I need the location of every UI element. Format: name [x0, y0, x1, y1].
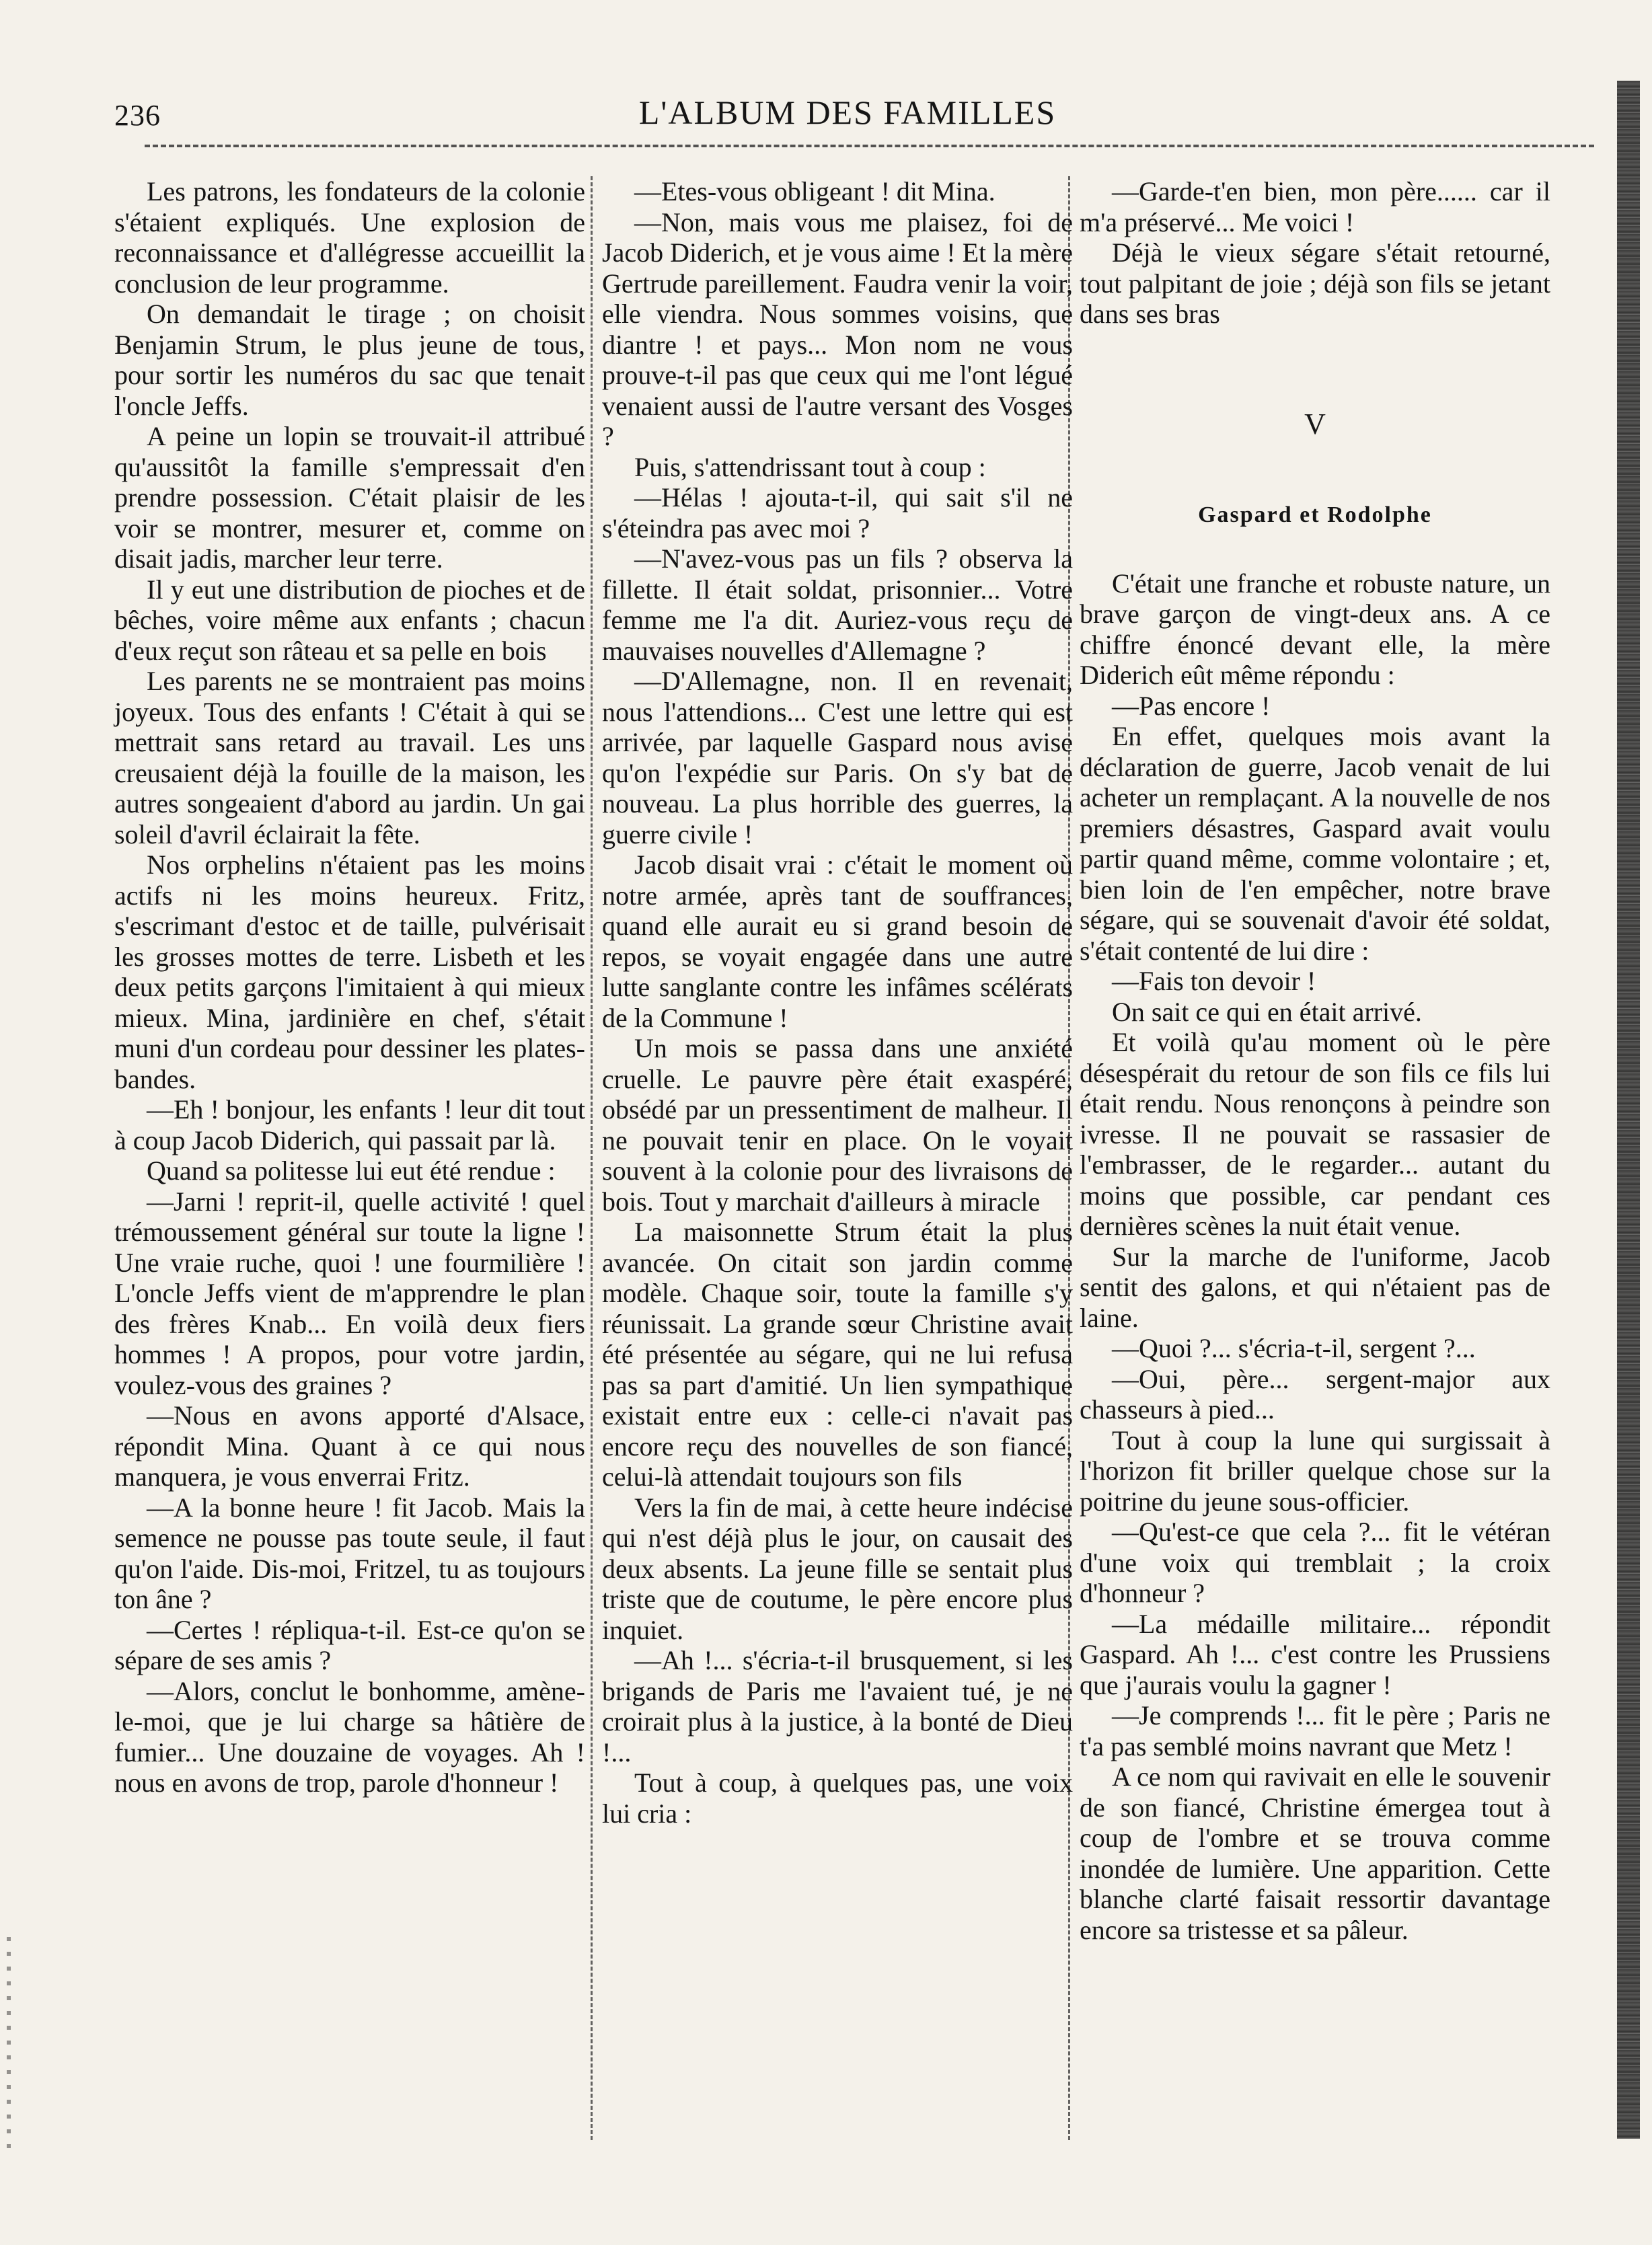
- paragraph: —Hélas ! ajouta-t-il, qui sait s'il ne s'éteindra pas avec moi ?: [602, 482, 1073, 543]
- paragraph: —Jarni ! reprit-il, quelle activité ! quel trémoussement général sur toute la ligne ! Une vraie ruche, quoi ! une fourmilière ! L'oncle Jeffs vient de m'apprendre le plan des frères Knab... En voilà deux fiers hommes ! A propos, pour votre jardin, voulez-vous des graines ?: [114, 1186, 585, 1400]
- paragraph: —Etes-vous obligeant ! dit Mina.: [634, 176, 996, 206]
- paragraph: On sait ce qui en était arrivé.: [1112, 996, 1422, 1027]
- paragraph: Nos orphelins n'étaient pas les moins actifs ni les moins heureux. Fritz, s'escrimant d'estoc et de taille, pulvérisait les grosses mottes de terre. Lisbeth et les deux petits garçons l'imitaient à qui mieux mieux. Mina, jardinière en chef, s'était muni d'un cordeau pour dessiner les plates-bandes.: [114, 849, 585, 1094]
- running-title: L'ALBUM DES FAMILLES: [638, 93, 1057, 131]
- paragraph: —Certes ! répliqua-t-il. Est-ce qu'on se sépare de ses amis ?: [114, 1614, 585, 1675]
- paragraph: Tout à coup, à quelques pas, une voix lui cria :: [602, 1767, 1073, 1829]
- paragraph: —Garde-t'en bien, mon père...... car il m'a préservé... Me voici !: [1080, 176, 1550, 237]
- column-rule: [591, 176, 593, 2140]
- paragraph: A peine un lopin se trouvait-il attribué qu'aussitôt la famille s'empressait d'en prendre possession. C'était plaisir de les voir se montrer, mesurer et, comme on disait jadis, marcher leur terre.: [114, 421, 585, 574]
- paragraph: Il y eut une distribution de pioches et de bêches, voire même aux enfants ; chacun d'eux reçut son râteau et sa pelle en bois: [114, 574, 585, 666]
- binding-edge: [1617, 81, 1640, 2139]
- paragraph: Quand sa politesse lui eut été rendue :: [147, 1155, 556, 1186]
- page-header: [114, 93, 1581, 140]
- paragraph: Les parents ne se montraient pas moins joyeux. Tous des enfants ! C'était à qui se mettrait sans retard au travail. Les uns creusaient déjà la fouille de la maison, les autres songeaient d'abord au jardin. Un gai soleil d'avril éclairait la fête.: [114, 666, 585, 849]
- column-2: [602, 176, 1073, 1829]
- paragraph: —Qu'est-ce que cela ?... fit le vétéran d'une voix qui tremblait ; la croix d'honneur ?: [1080, 1517, 1550, 1608]
- page-number: 236: [114, 99, 161, 132]
- paragraph: Tout à coup la lune qui surgissait à l'horizon fit briller quelque chose sur la poitrine du jeune sous-officier.: [1080, 1424, 1550, 1517]
- paragraph: Un mois se passa dans une anxiété cruelle. Le pauvre père était exaspéré, obsédé par un pressentiment de malheur. Il ne pouvait tenir en place. On le voyait souvent à la colonie pour des livraisons de bois. Tout y marchait d'ailleurs à miracle: [602, 1033, 1073, 1217]
- margin-marks: [7, 1937, 11, 2159]
- column-1: [114, 176, 585, 1798]
- paragraph: —Quoi ?... s'écria-t-il, sergent ?...: [1112, 1333, 1476, 1363]
- paragraph: Les patrons, les fondateurs de la colonie s'étaient expliqués. Une explosion de reconnaissance et d'allégresse accueillit la conclusion de leur programme.: [114, 176, 585, 299]
- paragraph: —La médaille militaire... répondit Gaspard. Ah !... c'est contre les Prussiens que j'aurais voulu la gagner !: [1080, 1608, 1550, 1700]
- paragraph: —N'avez-vous pas un fils ? observa la fillette. Il était soldat, prisonnier... Votre femme me l'a dit. Auriez-vous reçu de mauvaises nouvelles d'Allemagne ?: [602, 543, 1073, 666]
- paragraph: Jacob disait vrai : c'était le moment où notre armée, après tant de souffrances, quand elle aurait eu si grand besoin de repos, se voyait engagée dans une autre lutte sanglante contre les infâmes scélérats de la Commune !: [602, 849, 1073, 1033]
- paragraph: —Alors, conclut le bonhomme, amène-le-moi, que je lui charge sa hâtière de fumier... Une douzaine de voyages. Ah ! nous en avons de trop, parole d'honneur !: [114, 1675, 585, 1798]
- paragraph: C'était une franche et robuste nature, un brave garçon de vingt-deux ans. A ce chiffre énoncé devant elle, la mère Diderich eût même répondu :: [1080, 568, 1550, 690]
- paragraph: Vers la fin de mai, à cette heure indécise qui n'est déjà plus le jour, on causait des deux absents. La jeune fille se sentait plus triste que de coutume, le père encore plus inquiet.: [602, 1492, 1073, 1645]
- paragraph: Déjà le vieux ségare s'était retourné, tout palpitant de joie ; déjà son fils se jetant dans ses bras: [1080, 237, 1550, 329]
- paragraph: —Fais ton devoir !: [1112, 966, 1316, 996]
- header-rule: [145, 145, 1594, 147]
- section-title: Gaspard et Rodolphe: [1198, 502, 1432, 527]
- paragraph: —Pas encore !: [1112, 690, 1271, 721]
- paragraph: Puis, s'attendrissant tout à coup :: [634, 451, 986, 482]
- paragraph: —Je comprends !... fit le père ; Paris ne t'a pas semblé moins navrant que Metz !: [1080, 1700, 1550, 1761]
- paragraph: —Nous en avons apporté d'Alsace, répondit Mina. Quant à ce qui nous manquera, je vous enverrai Fritz.: [114, 1400, 585, 1492]
- paragraph: —D'Allemagne, non. Il en revenait, nous l'attendions... C'est une lettre qui est arrivée, par laquelle Gaspard nous avise qu'on l'expédie sur Paris. On s'y bat de nouveau. La plus horrible des guerres, la guerre civile !: [602, 666, 1073, 849]
- paragraph: —A la bonne heure ! fit Jacob. Mais la semence ne pousse pas toute seule, il faut qu'on l'aide. Dis-moi, Fritzel, tu as toujours ton âne ?: [114, 1492, 585, 1614]
- column-3: [1080, 176, 1550, 1945]
- paragraph: On demandait le tirage ; on choisit Benjamin Strum, le plus jeune de tous, pour sortir les numéros du sac que tenait l'oncle Jeffs.: [114, 299, 585, 421]
- paragraph: —Eh ! bonjour, les enfants ! leur dit tout à coup Jacob Diderich, qui passait par là.: [114, 1094, 585, 1155]
- paragraph: A ce nom qui ravivait en elle le souvenir de son fiancé, Christine émergea tout à coup de l'ombre et se trouva comme inondée de lumière. Une apparition. Cette blanche clarté faisait ressortir davantage encore sa tristesse et sa pâleur.: [1080, 1761, 1550, 1945]
- paragraph: Et voilà qu'au moment où le père désespérait du retour de son fils ce fils lui était rendu. Nous renonçons à peindre son ivresse. Il ne pouvait se rassasier de l'embrasser, de le regarder... autant du moins que possible, car pendant ces dernières scènes la nuit était venue.: [1080, 1027, 1550, 1241]
- paragraph: La maisonnette Strum était la plus avancée. On citait son jardin comme modèle. Chaque soir, toute la famille s'y réunissait. La grande sœur Christine avait été présentée au ségare, qui ne lui refusa pas sa part d'amitié. Un lien sympathique existait entre eux : celle-ci n'avait pas encore reçu des nouvelles de son fiancé, celui-là attendait toujours son fils: [602, 1217, 1073, 1492]
- paragraph: Sur la marche de l'uniforme, Jacob sentit des galons, et qui n'étaient pas de laine.: [1080, 1241, 1550, 1333]
- paragraph: —Ah !... s'écria-t-il brusquement, si les brigands de Paris me l'avaient tué, je ne croirait plus à la justice, à la bonté de Dieu !...: [602, 1645, 1073, 1767]
- paragraph: —Oui, père... sergent-major aux chasseurs à pied...: [1080, 1363, 1550, 1424]
- section-number: V: [1304, 407, 1326, 441]
- paragraph: —Non, mais vous me plaisez, foi de Jacob Diderich, et je vous aime ! Et la mère Gertrude pareillement. Faudra venir la voir, elle viendra. Nous sommes voisins, que diantre ! et pays... Mon nom ne vous prouve-t-il pas que ceux qui me l'ont légué venaient aussi de l'autre versant des Vosges ?: [602, 206, 1073, 451]
- paragraph: En effet, quelques mois avant la déclaration de guerre, Jacob venait de lui acheter un remplaçant. A la nouvelle de nos premiers désastres, Gaspard avait voulu partir quand même, comme volontaire ; et, bien loin de l'en empêcher, notre brave ségare, qui se souvenait d'avoir été soldat, s'était contenté de lui dire :: [1080, 721, 1550, 966]
